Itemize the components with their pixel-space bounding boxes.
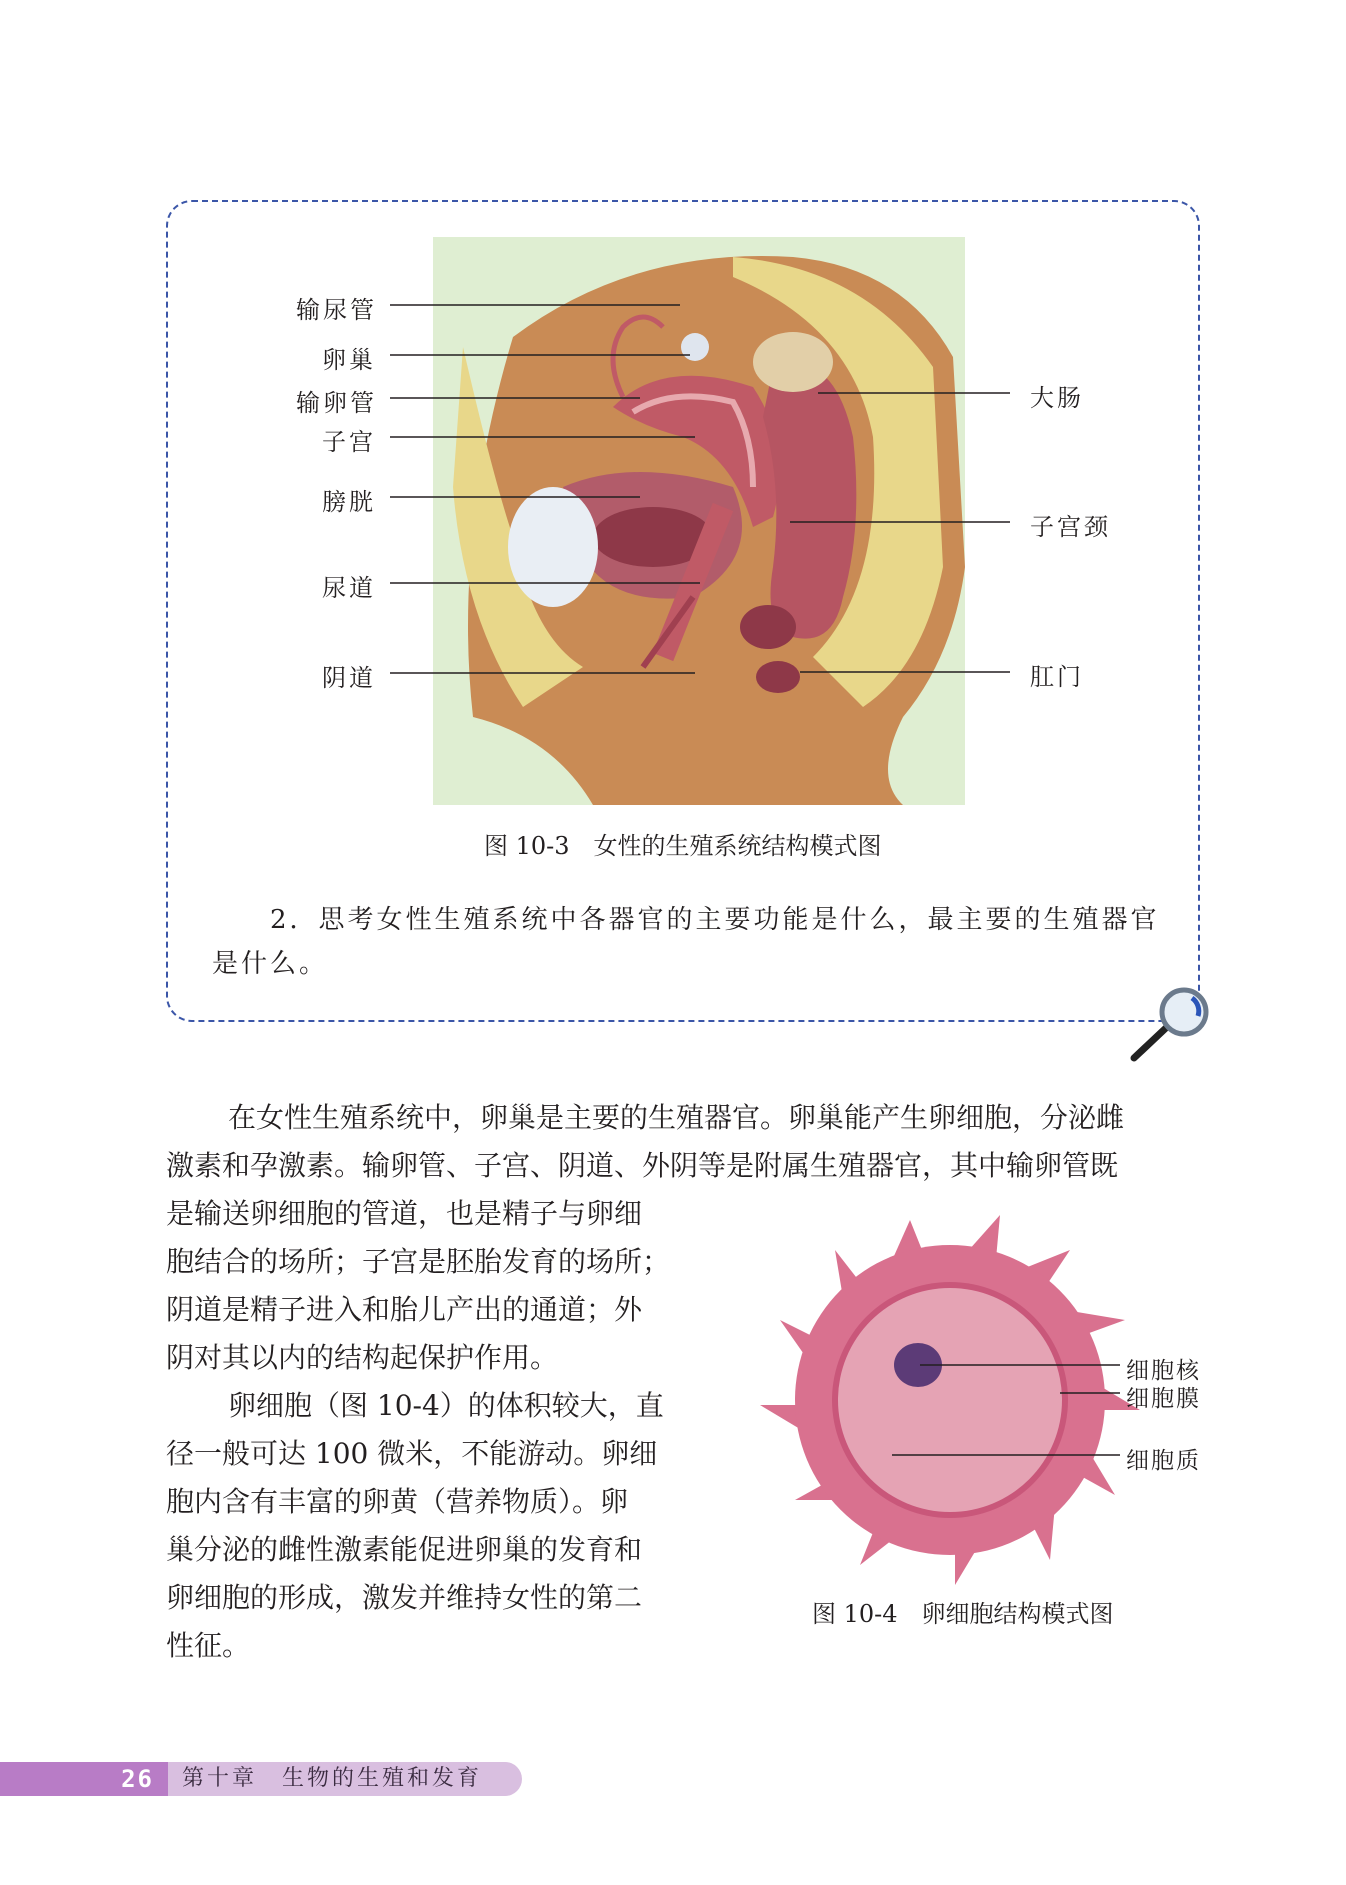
paragraph-2-line-4: 巢分泌的雌性激素能促进卵巢的发育和 [166, 1533, 643, 1566]
egg-cell-illustration [740, 1210, 1160, 1590]
paragraph-1-col-line-2: 胞结合的场所；子宫是胚胎发育的场所； [166, 1245, 671, 1278]
paragraph-1-line-2: 激素和孕激素。输卵管、子宫、阴道、外阴等是附属生殖器官，其中输卵管既 [166, 1149, 1119, 1182]
paragraph-1-col-line-4: 阴对其以内的结构起保护作用。 [166, 1341, 559, 1374]
figure-10-4-caption: 图 10-4 卵细胞结构模式图 [812, 1600, 1114, 1628]
paragraph-2-line-5: 卵细胞的形成，激发并维持女性的第二 [166, 1581, 643, 1614]
thinking-question [212, 898, 1172, 986]
label-cytoplasm: 细胞质 [1126, 1448, 1201, 1474]
label-bladder: 膀胱 [322, 488, 376, 516]
label-fallopian-tube: 输卵管 [296, 389, 377, 417]
chapter-title: 第十章 生物的生殖和发育 [182, 1766, 483, 1791]
label-ovary: 卵巢 [322, 346, 376, 374]
label-nucleus: 细胞核 [1126, 1358, 1201, 1384]
label-urethra: 尿道 [322, 574, 376, 602]
paragraph-2-line-2: 径一般可达 100 微米，不能游动。卵细 [166, 1437, 658, 1470]
label-cell-membrane: 细胞膜 [1126, 1386, 1201, 1412]
paragraph-2-line-3: 胞内含有丰富的卵黄（营养物质）。卵 [166, 1485, 629, 1518]
label-large-intestine: 大肠 [1030, 384, 1084, 412]
paragraph-2-line-1: 卵细胞（图 10-4）的体积较大，直 [228, 1389, 664, 1422]
paragraph-1-col-line-3: 阴道是精子进入和胎儿产出的通道；外 [166, 1293, 643, 1326]
label-cervix: 子宫颈 [1030, 513, 1111, 541]
label-uterus: 子宫 [322, 428, 376, 456]
question-text: 2．思考女性生殖系统中各器官的主要功能是什么，最主要的生殖器官是什么。 [212, 905, 1160, 979]
paragraph-2-line-6: 性征。 [166, 1629, 251, 1662]
label-anus: 肛门 [1030, 663, 1084, 691]
paragraph-1-line-1: 在女性生殖系统中，卵巢是主要的生殖器官。卵巢能产生卵细胞，分泌雌 [228, 1101, 1125, 1134]
figure-10-3-caption: 图 10-3 女性的生殖系统结构模式图 [484, 832, 882, 860]
label-ureter: 输尿管 [296, 296, 377, 324]
label-vagina: 阴道 [322, 664, 376, 692]
magnifier-icon [1126, 986, 1216, 1066]
female-reproductive-system-illustration [433, 237, 965, 805]
page-number: 26 [0, 1762, 168, 1796]
paragraph-1-col-line-1: 是输送卵细胞的管道，也是精子与卵细 [166, 1197, 643, 1230]
